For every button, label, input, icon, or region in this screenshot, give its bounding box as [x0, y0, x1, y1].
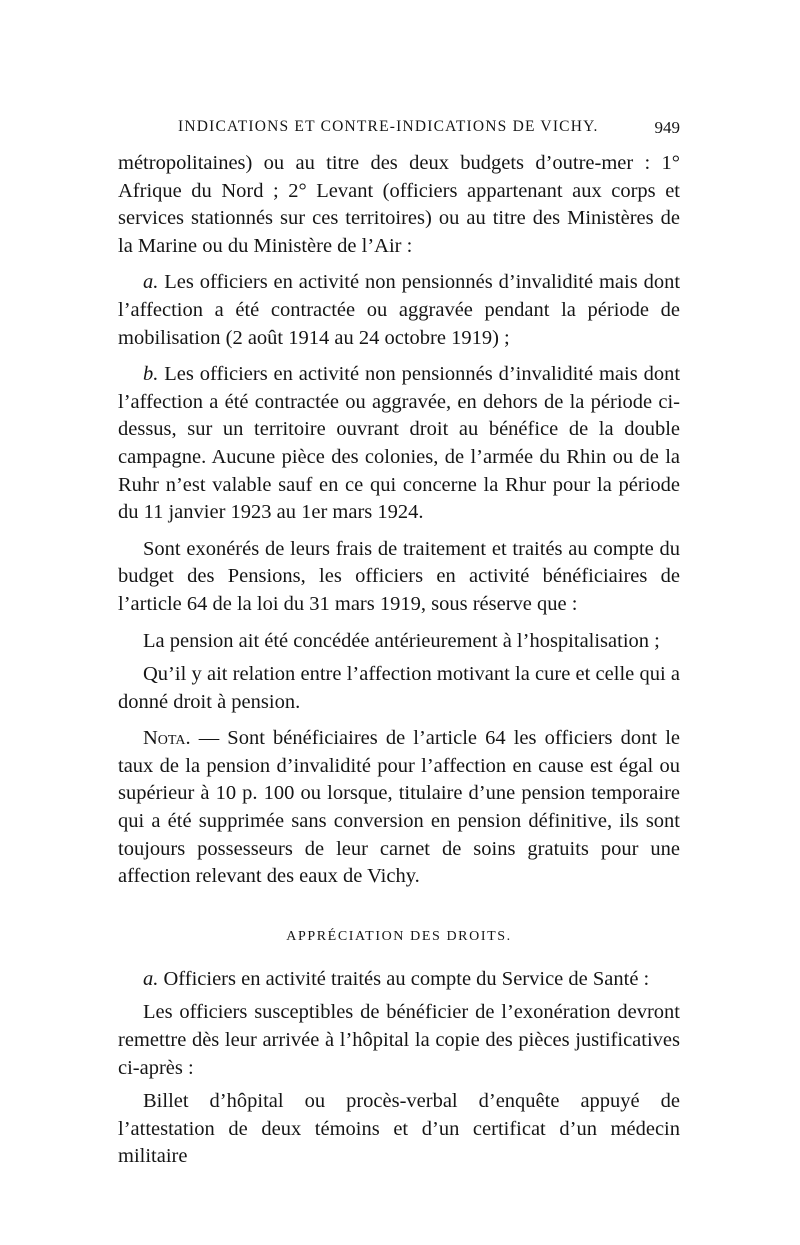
paragraph-nota: [118, 725, 680, 891]
paragraph-continuation: [118, 150, 680, 260]
item-letter: a.: [143, 967, 159, 990]
page-body: [118, 150, 680, 1180]
paragraph-text: Sont exonérés de leurs frais de traitement et traités au compte du budget des Pensions, les officiers en activité bénéficiaires de l’article 64 de la loi du 31 mars 1919, sous réserve que :: [118, 537, 680, 615]
paragraph-text: Les officiers susceptibles de bénéficier de l’exonération devront remettre dès leur arrivée à l’hôpital la copie des pièces justificatives ci-après :: [118, 1001, 680, 1079]
paragraph-item-b: [118, 361, 680, 527]
paragraph-documents: [118, 1088, 680, 1171]
paragraph-item-a: [118, 269, 680, 352]
item-letter: b.: [143, 363, 159, 386]
paragraph-condition-2: [118, 661, 680, 716]
paragraph-justification: [118, 999, 680, 1082]
paragraph-subsection-a: [118, 966, 680, 994]
running-header: [140, 118, 680, 142]
paragraph-condition-1: [118, 628, 680, 656]
page-number: 949: [654, 118, 680, 137]
item-letter: a.: [143, 271, 159, 294]
paragraph-text: Qu’il y ait relation entre l’affection motivant la cure et celle qui a donné droit à pension.: [118, 663, 680, 713]
paragraph-text: métropolitaines) ou au titre des deux budgets d’outre-mer : 1° Afrique du Nord ; 2° Levant (officiers appartenant aux corps et services stationnés sur ces territoires) ou au titre des Ministères de la Marine ou du Ministère de l’Air :: [118, 152, 680, 257]
paragraph-text: Les officiers en activité non pensionnés d’invalidité mais dont l’affection a été contractée ou aggravée pendant la période de mobilisation (2 août 1914 au 24 octobre 1919) ;: [118, 271, 681, 349]
section-title: APPRÉCIATION DES DROITS.: [286, 928, 512, 944]
running-title: INDICATIONS ET CONTRE-INDICATIONS DE VICHY.: [178, 118, 599, 135]
paragraph-text: Officiers en activité traités au compte du Service de Santé :: [163, 967, 650, 990]
nota-label: Nota.: [143, 727, 191, 750]
paragraph-text: Billet d’hôpital ou procès-verbal d’enquête appuyé de l’attestation de deux témoins et d’un certificat d’un médecin militaire: [118, 1090, 680, 1168]
paragraph-text: La pension ait été concédée antérieurement à l’hospitalisation ;: [143, 629, 660, 652]
paragraph-text: — Sont bénéficiaires de l’article 64 les officiers dont le taux de la pension d’invalidité pour l’affection en cause est égal ou supérieur à 10 p. 100 ou lorsque, titulaire d’une pension temporaire qui a été supprimée sans conversion en pension définitive, ils sont toujours possesseurs de leur carnet de soins gratuits pour une affection relevant des eaux de Vichy.: [118, 727, 680, 888]
paragraph-text: Les officiers en activité non pensionnés d’invalidité mais dont l’affection a été contractée ou aggravée, en dehors de la période ci-dessus, sur un territoire ouvrant droit au bénéfice de la double campagne. Aucune pièce des colonies, de l’armée du Rhin ou de la Ruhr n’est valable sauf en ce qui concerne la Rhur pour la période du 11 janvier 1923 au 1er mars 1924.: [118, 363, 681, 524]
paragraph-exoneration: [118, 536, 680, 619]
